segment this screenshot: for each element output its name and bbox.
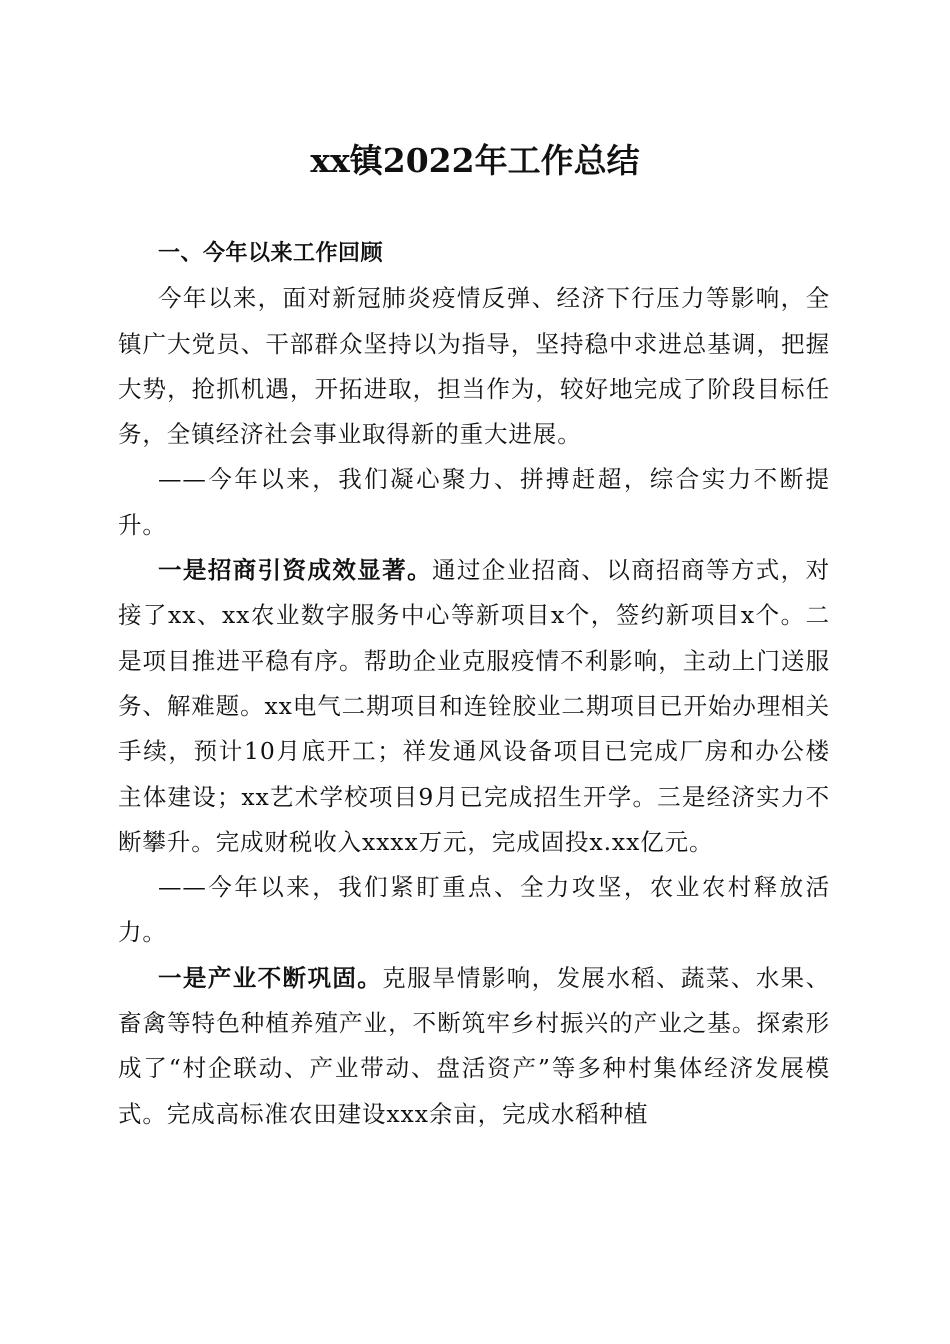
point1-lead: 一是招商引资成效显著。 [158,556,432,585]
point1-title-paragraph: ——今年以来，我们凝心聚力、拼搏赶超，综合实力不断提升。 [118,465,830,539]
document-body [118,231,830,1137]
point1-body: 通过企业招商、以商招商等方式，对接了xx、xx农业数字服务中心等新项目x个，签约新项目x个。二是项目推进平稳有序。帮助企业克服疫情不利影响，主动上门送服务、解难题。xx电气二期项目和连铨胶业二期项目已开始办理相关手续，预计10月底开工；祥发通风设备项目已完成厂房和办公楼主体建设；xx艺术学校项目9月已完成招生开学。三是经济实力不断攀升。完成财税收入xxxx万元，完成固投x.xx亿元。 [118,556,830,856]
point2-lead: 一是产业不断巩固。 [158,963,383,992]
document-title: xx镇2022年工作总结 [310,141,640,180]
section-heading: 一、今年以来工作回顾 [158,241,384,266]
intro-paragraph: 今年以来，面对新冠肺炎疫情反弹、经济下行压力等影响，全镇广大党员、干部群众坚持以为指导，坚持稳中求进总基调，把握大势，抢抓机遇，开拓进取，担当作为，较好地完成了阶段目标任务，全镇经济社会事业取得新的重大进展。 [118,284,830,449]
point1-paragraph [118,548,830,865]
point2-paragraph [118,956,830,1137]
point2-body: 克服旱情影响，发展水稻、蔬菜、水果、畜禽等特色种植养殖产业，不断筑牢乡村振兴的产业之基。探索形成了“村企联动、产业带动、盘活资产”等多种村集体经济发展模式。完成高标准农田建设xxx余亩，完成水稻种植 [118,963,830,1128]
point2-title-paragraph: ——今年以来，我们紧盯重点、全力攻坚，农业农村释放活力。 [118,873,830,947]
